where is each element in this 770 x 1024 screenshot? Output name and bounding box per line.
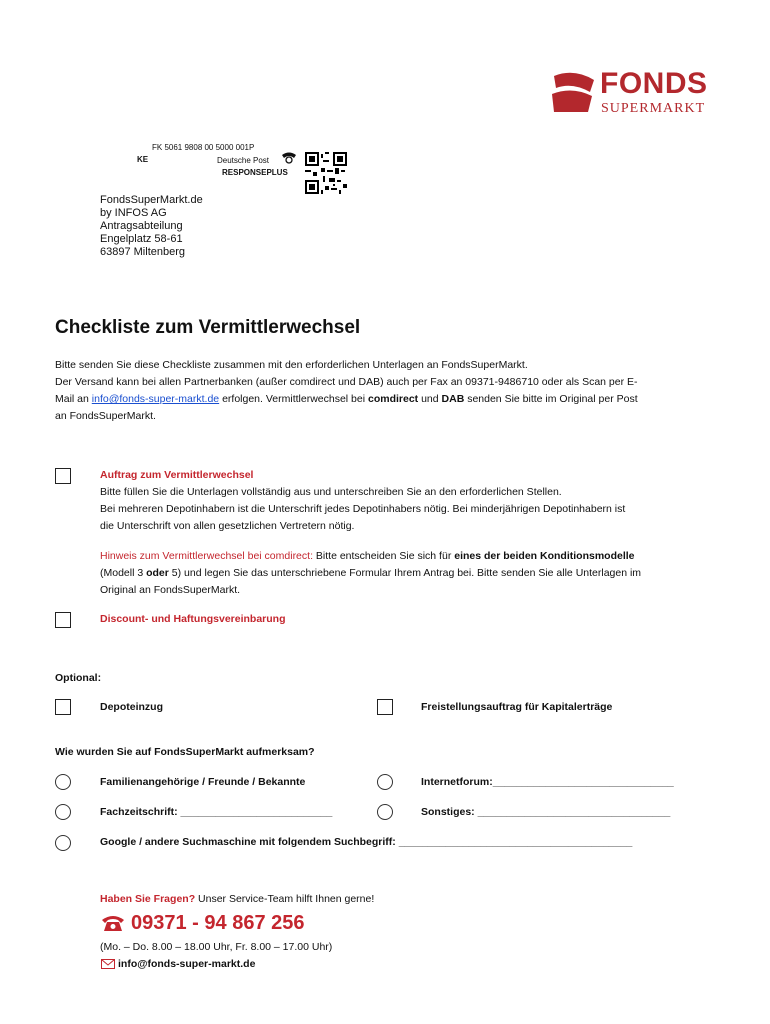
recipient-address [100, 194, 203, 259]
survey-option-familie: Familienangehörige / Freunde / Bekannte [100, 776, 306, 788]
optional-label: Optional: [55, 672, 102, 684]
postage-carrier: Deutsche Post [217, 156, 270, 165]
intro-text-fragment: senden Sie bitte im Original per Post [464, 393, 638, 405]
hint-text: Bitte entscheiden Sie sich für [312, 550, 455, 562]
fonds-logo-mark [552, 72, 596, 114]
qr-code-icon [305, 152, 347, 194]
radio-fachzeitschrift[interactable] [55, 804, 71, 820]
hint-label: Hinweis zum Vermittlerwechsel bei comdirect: [100, 550, 313, 562]
contact-phone[interactable]: 09371 - 94 867 256 [131, 912, 305, 934]
radio-familie[interactable] [55, 774, 71, 790]
survey-option-google: Google / andere Suchmaschine mit folgendem Suchbegriff: ________________________________________ [100, 836, 633, 848]
checkbox-discount[interactable] [55, 612, 71, 628]
hint-text: 5) und legen Sie das unterschriebene Formular Ihrem Antrag bei. Bitte senden Sie alle Unterlagen im [168, 567, 642, 579]
checklist-heading: Auftrag zum Vermittlerwechsel [100, 469, 254, 481]
comdirect-label: comdirect [367, 393, 419, 405]
freistellung-label: Freistellungsauftrag für Kapitalerträge [421, 701, 613, 713]
intro-line [55, 391, 720, 408]
checkbox-depoteinzug[interactable] [55, 699, 71, 715]
intro-text-fragment: und [418, 393, 442, 405]
telephone-icon [101, 914, 125, 932]
contact-hours: (Mo. – Do. 8.00 – 18.00 Uhr, Fr. 8.00 – 17.00 Uhr) [100, 941, 333, 953]
survey-question: Wie wurden Sie auf FondsSuperMarkt aufmerksam? [55, 746, 315, 758]
hint-text: (Modell 3 [100, 567, 147, 579]
postage-code: FK 5061 9808 00 5000 001P [152, 143, 255, 152]
checkbox-freistellung[interactable] [377, 699, 393, 715]
contact-email[interactable]: info@fonds-super-markt.de [118, 958, 256, 970]
address-line: Antragsabteilung [100, 220, 183, 232]
survey-option-fachzeitschrift: Fachzeitschrift: __________________________ [100, 806, 333, 818]
checkbox-vermittlerwechsel[interactable] [55, 468, 71, 484]
contact-question-red: Haben Sie Fragen? [100, 893, 196, 905]
depoteinzug-label: Depoteinzug [100, 701, 163, 713]
checklist-text: Bitte füllen Sie die Unterlagen vollständig aus und unterschreiben Sie an den erforderlichen Stellen. [100, 486, 562, 498]
hint-text: Original an FondsSuperMarkt. [100, 584, 241, 596]
hint-bold: eines der beiden Konditionsmodelle [454, 550, 635, 562]
address-line: by INFOS AG [100, 207, 167, 219]
intro-text-fragment: erfolgen. Vermittlerwechsel bei [219, 393, 368, 405]
address-line: Engelplatz 58-61 [100, 233, 183, 245]
address-line: FondsSuperMarkt.de [100, 194, 203, 206]
contact-question [100, 891, 374, 908]
radio-internetforum[interactable] [377, 774, 393, 790]
email-link[interactable]: info@fonds-super-markt.de [91, 393, 220, 405]
intro-text-fragment: Mail an [55, 393, 92, 405]
envelope-icon [101, 959, 115, 969]
survey-option-internetforum: Internetforum:_______________________________ [421, 776, 674, 788]
survey-option-sonstiges: Sonstiges: _________________________________ [421, 806, 671, 818]
post-horn-icon [280, 151, 298, 165]
address-line: 63897 Miltenberg [100, 246, 186, 258]
checklist-item-vermittlerwechsel [100, 467, 720, 599]
radio-sonstiges[interactable] [377, 804, 393, 820]
comdirect-hint [100, 548, 720, 565]
checklist-text: Bei mehreren Depotinhabern ist die Unterschrift jedes Depotinhabers nötig. Bei minderjährigen Depotinhabern ist [100, 503, 626, 515]
intro-line: Der Versand kann bei allen Partnerbanken (außer comdirect und DAB) auch per Fax an 09371-9486710 oder als Scan per E- [55, 376, 638, 388]
postage-service: RESPONSEPLUS [222, 168, 288, 177]
logo-brand-fonds: FONDS [600, 67, 708, 100]
checklist-heading-discount: Discount- und Haftungsvereinbarung [100, 613, 286, 625]
page-title: Checkliste zum Vermittlerwechsel [55, 317, 361, 338]
intro-line: an FondsSuperMarkt. [55, 410, 156, 422]
dab-label: DAB [441, 393, 465, 405]
comdirect-hint-cont [100, 565, 720, 582]
hint-bold: oder [146, 567, 169, 579]
radio-google[interactable] [55, 835, 71, 851]
checklist-text: die Unterschrift von allen gesetzlichen Vertretern nötig. [100, 520, 355, 532]
contact-question-rest: Unser Service-Team hilft Ihnen gerne! [195, 893, 375, 905]
intro-line: Bitte senden Sie diese Checkliste zusammen mit den erforderlichen Unterlagen an FondsSuperMarkt. [55, 359, 528, 371]
intro-text [55, 357, 720, 425]
postage-ke: KE [137, 155, 149, 164]
logo-brand-supermarkt: SUPERMARKT [601, 101, 706, 116]
